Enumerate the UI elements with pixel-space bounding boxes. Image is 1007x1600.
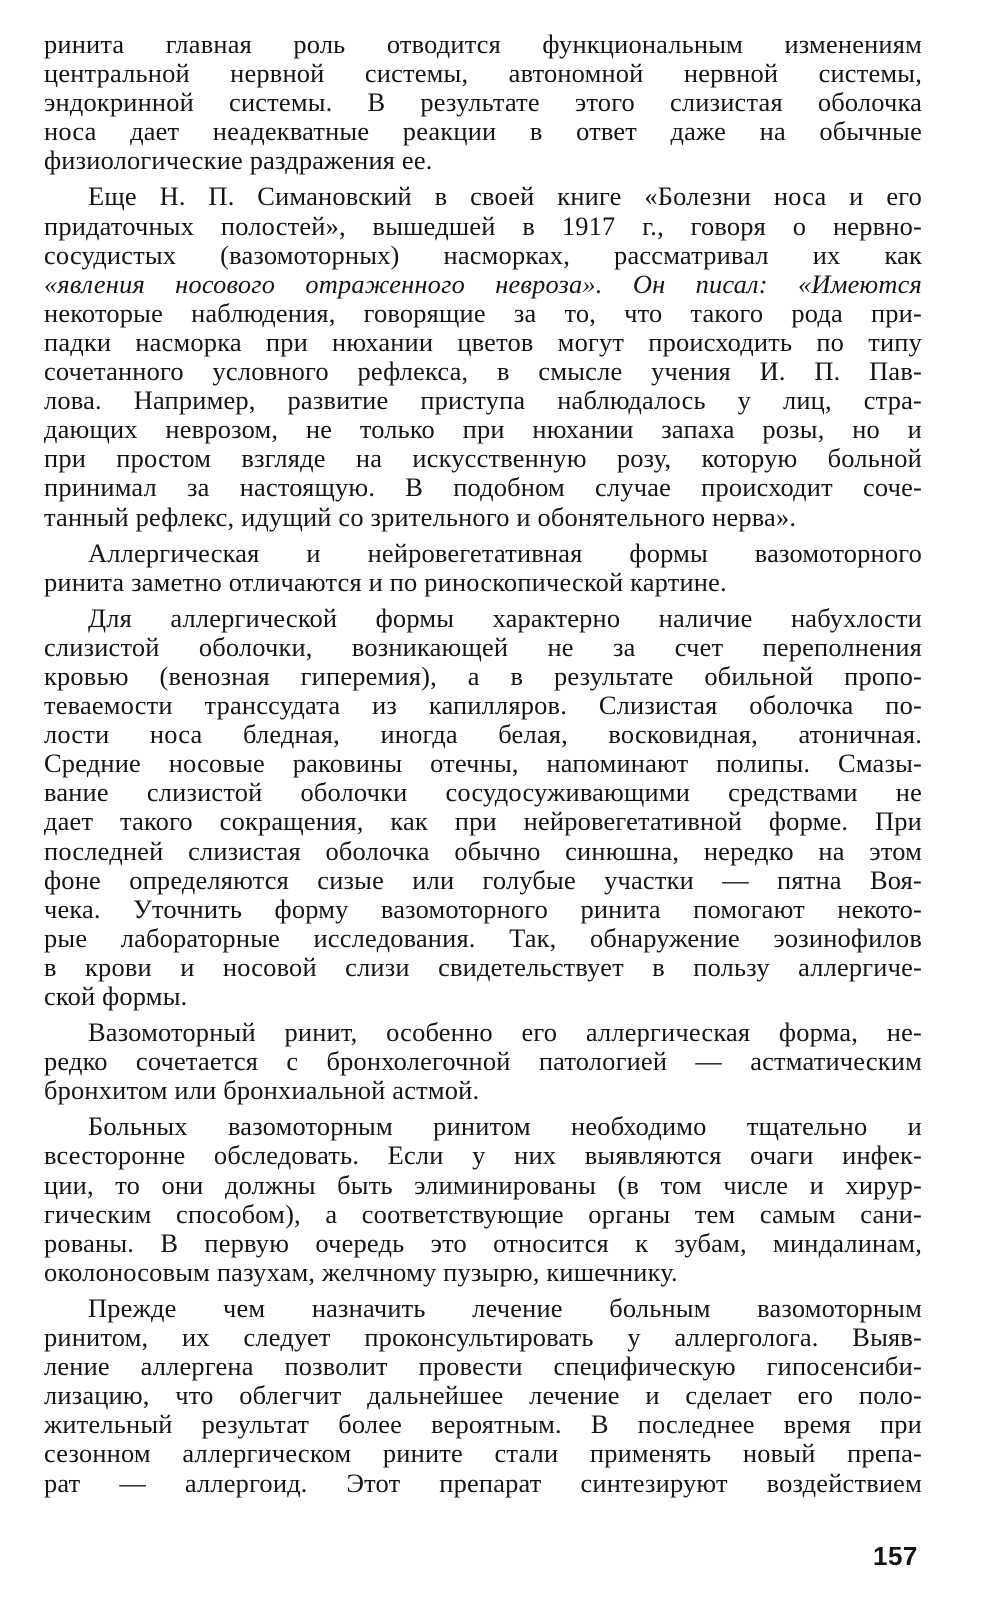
text-line: дающих неврозом, не только при нюхании запаха розы, но и	[44, 414, 922, 445]
text-line: фоне определяются сизые или голубые участки — пятна Воя-	[44, 864, 922, 895]
text-line: Больных вазомоторным ринитом необходимо тщательно и	[88, 1111, 922, 1142]
text-line: некоторые наблюдения, говорящие за то, что такого рода при-	[44, 297, 922, 328]
text-line: ление аллергена позволит провести специфическую гипосенсиби-	[44, 1351, 922, 1382]
text-line: при простом взгляде на искусственную розу, которую больной	[44, 443, 922, 474]
text-line: в крови и носовой слизи свидетельствует в пользу аллергиче-	[44, 951, 922, 982]
text-line: гическим способом), а соответствующие органы тем самым сани-	[44, 1198, 922, 1229]
page-number: 157	[873, 1541, 918, 1571]
text-line: слизистой оболочки, возникающей не за счет переполнения	[44, 631, 922, 662]
text-line: ции, то они должны быть элиминированы (в том числе и хирур-	[44, 1169, 922, 1200]
text-line: лости носа бледная, иногда белая, восковидная, атоничная.	[44, 719, 922, 750]
paragraph	[44, 604, 922, 1011]
text-line: придаточных полостей», вышедшей в 1917 г., говоря о нервно-	[44, 210, 922, 241]
paragraph	[44, 539, 922, 597]
page-body	[44, 30, 922, 1505]
text-line: Для аллергической формы характерно наличие набухлости	[88, 602, 922, 633]
paragraph	[44, 1112, 922, 1287]
text-line: лизацию, что облегчит дальнейшее лечение и сделает его поло-	[44, 1380, 922, 1411]
text-line: Вазомоторный ринит, особенно его аллергическая форма, не-	[88, 1017, 922, 1048]
paragraph	[44, 1294, 922, 1498]
text-line: носа дает неадекватные реакции в ответ даже на обычные	[44, 116, 922, 147]
text-line: дает такого сокращения, как при нейровегетативной форме. При	[44, 806, 922, 837]
paragraph	[44, 182, 922, 531]
text-line: центральной нервной системы, автономной нервной системы,	[44, 58, 922, 89]
text-line: эндокринной системы. В результате этого слизистая оболочка	[44, 87, 922, 118]
text-line: Аллергическая и нейровегетативная формы вазомоторного	[88, 537, 922, 568]
text-line: жительный результат более вероятным. В последнее время при	[44, 1409, 922, 1440]
text-line: околоносовым пазухам, желчному пузырю, кишечнику.	[44, 1256, 678, 1287]
text-line: всесторонне обследовать. Если у них выявляются очаги инфек-	[44, 1140, 922, 1171]
text-line: Средние носовые раковины отечны, напоминают полипы. Смазы-	[44, 748, 922, 779]
text-line: ринитом, их следует проконсультировать у аллерголога. Выяв-	[44, 1322, 922, 1353]
text-line: редко сочетается с бронхолегочной патологией — астматическим	[44, 1046, 922, 1077]
text-line: кровью (венозная гиперемия), а в результате обильной пропо-	[44, 660, 922, 691]
paragraph	[44, 30, 922, 175]
text-line: бронхитом или бронхиальной астмой.	[44, 1075, 480, 1106]
text-line: ской формы.	[44, 981, 188, 1011]
text-line: вание слизистой оболочки сосудосуживающими средствами не	[44, 777, 922, 808]
text-line: ринита заметно отличаются и по риноскопической картине.	[44, 566, 727, 597]
text-line: рат — аллергоид. Этот препарат синтезируют воздействием	[44, 1467, 922, 1498]
text-line: чека. Уточнить форму вазомоторного ринита помогают некото-	[44, 893, 922, 924]
text-line: сезонном аллергическом рините стали применять новый препа-	[44, 1438, 922, 1469]
text-line: «явления носового отраженного невроза». Он писал: «Имеются	[44, 268, 922, 299]
text-line: лова. Например, развитие приступа наблюдалось у лиц, стра-	[44, 385, 922, 416]
text-line: рованы. В первую очередь это относится к зубам, миндалинам,	[44, 1227, 922, 1258]
text-line: ринита главная роль отводится функциональным изменениям	[44, 29, 922, 59]
text-line: Прежде чем назначить лечение больным вазомоторным	[88, 1292, 922, 1323]
text-line: танный рефлекс, идущий со зрительного и обонятельного нерва».	[44, 501, 797, 532]
text-line: физиологические раздражения ее.	[44, 145, 433, 176]
text-line: принимал за настоящую. В подобном случае происходит соче-	[44, 472, 922, 503]
text-line: рые лабораторные исследования. Так, обнаружение эозинофилов	[44, 922, 922, 953]
text-line: теваемости транссудата из капилляров. Слизистая оболочка по-	[44, 690, 922, 721]
text-line: сосудистых (вазомоторных) насморках, рассматривал их как	[44, 239, 922, 270]
text-line: последней слизистая оболочка обычно синюшна, нередко на этом	[44, 835, 922, 866]
text-line: сочетанного условного рефлекса, в смысле учения И. П. Пав-	[44, 356, 922, 387]
text-line: Еще Н. П. Симановский в своей книге «Болезни носа и его	[88, 181, 922, 212]
text-line: падки насморка при нюхании цветов могут происходить по типу	[44, 326, 922, 357]
paragraph	[44, 1018, 922, 1105]
